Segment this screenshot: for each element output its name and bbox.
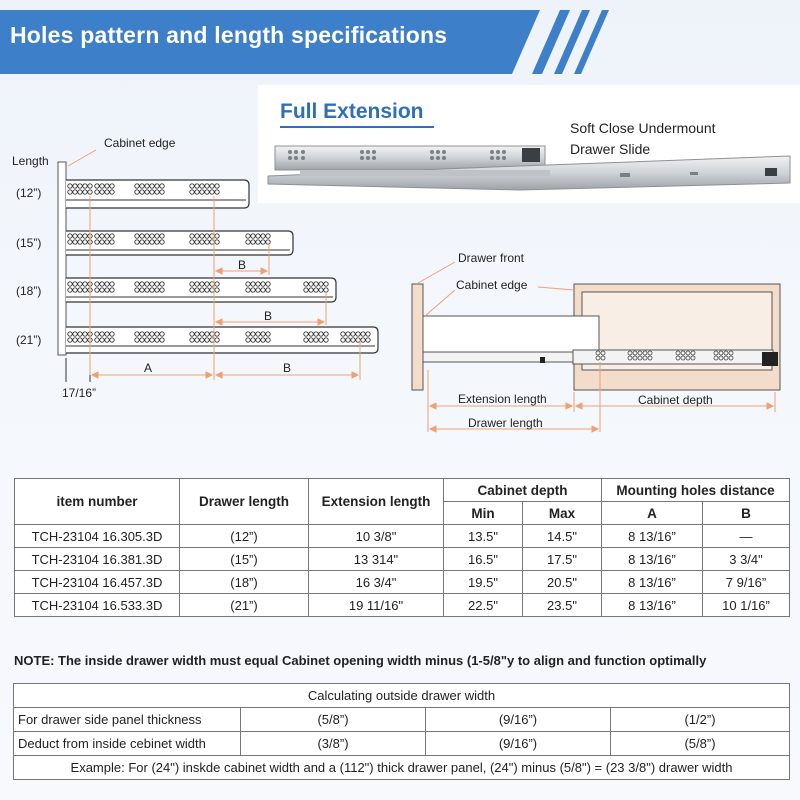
calc-table (13, 683, 790, 780)
col-min: Min (444, 502, 523, 525)
spec-table (14, 478, 790, 617)
table-row (15, 525, 790, 548)
calc-example: Example: For (24") inskde cabinet width and a (112") thick drawer panel, (24") minus (5/8") = (23 3/8") drawer width (14, 756, 790, 780)
cabinet-depth-label: Cabinet depth (638, 393, 713, 407)
cell-drawer: (15”) (180, 548, 309, 571)
spec-header-row (15, 479, 790, 502)
rail-21 (66, 327, 378, 353)
col-max: Max (523, 502, 602, 525)
dim-a-label: A (144, 361, 153, 375)
cell-max: 17.5" (523, 548, 602, 571)
cell-min: 16.5" (444, 548, 523, 571)
drawer-front-panel (412, 284, 423, 390)
table-row (15, 548, 790, 571)
dim-b-label-18: B (264, 309, 273, 323)
width-note: NOTE: The inside drawer width must equal Cabinet opening width minus (1-5/8"y to align and function optimally (14, 653, 707, 668)
col-drawer-length: Drawer length (180, 479, 309, 525)
cell-max: 20.5" (523, 571, 602, 594)
table-row (15, 571, 790, 594)
cell-max: 23.5" (523, 594, 602, 617)
right-cabinet-edge-label: Cabinet edge (456, 278, 528, 292)
cell-min: 13.5" (444, 525, 523, 548)
cell-a: 8 13/16” (602, 594, 703, 617)
drawer-length-label: Drawer length (468, 416, 543, 430)
cell-a: 8 13/16” (602, 525, 703, 548)
cell-extension: 19 11/16" (309, 594, 444, 617)
cell-item: TCH-23104 16.381.3D (15, 548, 180, 571)
cell-item: TCH-23104 16.533.3D (15, 594, 180, 617)
cell-drawer: (21”) (180, 594, 309, 617)
calc-cell: (5/8”) (241, 708, 426, 732)
cabinet-edge-pointer (68, 150, 96, 166)
calc-row-label: For drawer side panel thickness (14, 708, 241, 732)
dim-b-label-21: B (283, 361, 292, 375)
calc-row-label: Deduct from inside cebinet width (14, 732, 241, 756)
calc-cell: (9/16”) (426, 708, 611, 732)
cell-b: — (703, 525, 790, 548)
cell-extension: 13 314" (309, 548, 444, 571)
calc-cell: (9/16”) (426, 732, 611, 756)
row-label-15: (15”) (16, 236, 42, 250)
table-row (14, 708, 790, 732)
calc-cell: (1/2”) (611, 708, 790, 732)
calc-title-row (14, 684, 790, 708)
dim-b-label-15: B (238, 258, 247, 272)
cell-min: 22.5" (444, 594, 523, 617)
calc-cell: (5/8”) (611, 732, 790, 756)
drawer-slide-image (268, 146, 790, 190)
cabinet-diagram (412, 284, 780, 390)
cell-drawer: (18”) (180, 571, 309, 594)
col-item-number: item number (15, 479, 180, 525)
cabinet-edge-label: Cabinet edge (104, 136, 176, 150)
cell-b: 3 3/4" (703, 548, 790, 571)
row-label-12: (12”) (16, 186, 42, 200)
full-extension-heading: Full Extension (280, 100, 424, 123)
cell-drawer: (12”) (180, 525, 309, 548)
product-name-line1: Soft Close Undermount (570, 120, 716, 136)
col-cabinet-depth: Cabinet depth (444, 479, 602, 502)
cell-extension: 10 3/8" (309, 525, 444, 548)
calc-example-row (14, 756, 790, 780)
offset-label: 17/16” (62, 386, 97, 400)
cell-b: 7 9/16” (703, 571, 790, 594)
col-b: B (703, 502, 790, 525)
cell-extension: 16 3/4" (309, 571, 444, 594)
drawer-front-label: Drawer front (458, 251, 525, 265)
length-label: Length (12, 154, 49, 168)
extension-length-label: Extension length (458, 392, 547, 406)
calc-title: Calculating outside drawer width (14, 684, 790, 708)
row-label-21: (21”) (16, 333, 42, 347)
page-title: Holes pattern and length specifications (10, 22, 448, 48)
col-mounting-holes: Mounting holes distance (602, 479, 790, 502)
cell-a: 8 13/16” (602, 571, 703, 594)
cabinet-post (58, 162, 66, 355)
row-label-18: (18”) (16, 284, 42, 298)
col-a: A (602, 502, 703, 525)
table-row (15, 594, 790, 617)
cell-b: 10 1/16” (703, 594, 790, 617)
product-name-line2: Drawer Slide (570, 141, 651, 157)
calc-cell: (3/8”) (241, 732, 426, 756)
cell-a: 8 13/16” (602, 548, 703, 571)
cell-max: 14.5" (523, 525, 602, 548)
col-extension-length: Extension length (309, 479, 444, 525)
table-row (14, 732, 790, 756)
cell-item: TCH-23104 16.457.3D (15, 571, 180, 594)
cell-item: TCH-23104 16.305.3D (15, 525, 180, 548)
cell-min: 19.5" (444, 571, 523, 594)
